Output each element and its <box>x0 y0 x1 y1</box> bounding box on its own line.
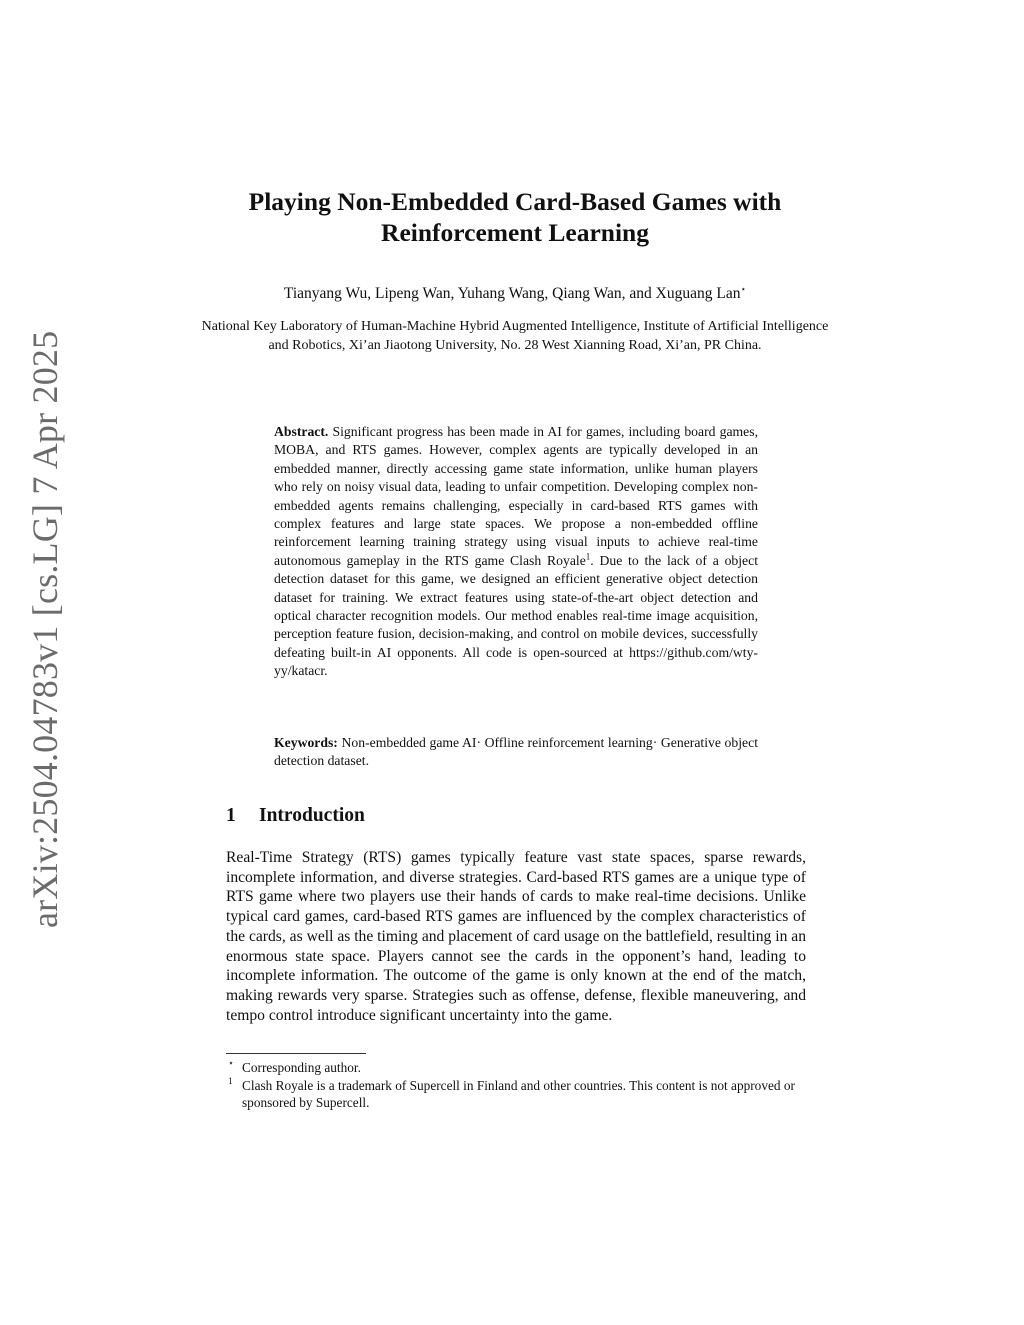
author-names: Tianyang Wu, Lipeng Wan, Yuhang Wang, Qiang Wan, and Xuguang Lan <box>283 285 741 302</box>
footnote-mark: ⋆ <box>228 1059 234 1069</box>
corresponding-author-mark: ⋆ <box>740 283 747 294</box>
affiliation: National Key Laboratory of Human-Machine Hybrid Augmented Intelligence, Institute of Artificial Intelligence and Robotics, Xi’an Jiaotong University, No. 28 West Xianning Road, Xi’an, PR China. <box>201 319 829 353</box>
paper-title: Playing Non-Embedded Card-Based Games with Reinforcement Learning <box>248 187 782 247</box>
footnote-divider <box>226 1053 366 1054</box>
abstract-text-continued: . Due to the lack of a object detection dataset for this game, we designed an efficient generative object detection dataset for training. We extract features using state-of-the-art object detection and optical character recognition models. Our method enables real-time image acquisition, perception feature fusion, decision-making, and control on mobile devices, successfully defeating built-in AI opponents. All code is open-sourced at https://github.com/wty-yy/katacr. <box>274 552 759 679</box>
introduction-paragraph: Real-Time Strategy (RTS) games typically feature vast state spaces, sparse rewards, incomplete information, and diverse strategies. Card-based RTS games are a unique type of RTS game where two players use their hands of cards to make real-time decisions. Unlike typical card games, card-based RTS games are influenced by the complex characteristics of the cards, as well as the timing and placement of card usage on the battlefield, resulting in an enormous state space. Players cannot see the cards in the opponent’s hand, leading to incomplete information. The outcome of the game is only known at the end of the match, making rewards very sparse. Strategies such as offense, defense, flexible maneuvering, and tempo control introduce significant uncertainty into the game. <box>226 849 806 1024</box>
footnote-mark: 1 <box>228 1076 233 1087</box>
footnote-text: Clash Royale is a trademark of Supercell in Finland and other countries. This content is not approved or sponsored by Supercell. <box>242 1077 795 1110</box>
footnote-trademark <box>226 1077 806 1112</box>
section-number: 1 <box>226 805 236 826</box>
footnote-corresponding <box>226 1059 806 1077</box>
keywords <box>274 734 758 771</box>
footnotes <box>226 1059 806 1112</box>
keywords-text: Non-embedded game AI· Offline reinforcement learning· Generative object detection dataset. <box>274 735 759 769</box>
abstract <box>274 423 758 681</box>
arxiv-identifier: arXiv:2504.04783v1 [cs.LG] 7 Apr 2025 <box>25 330 65 928</box>
footnote-ref-1: 1 <box>585 551 591 562</box>
section-title: Introduction <box>259 805 365 826</box>
author-list <box>200 284 830 304</box>
footnote-text: Corresponding author. <box>242 1060 361 1075</box>
abstract-text: Significant progress has been made in AI for games, including board games, MOBA, and RTS games. However, complex agents are typically developed in an embedded manner, directly accessing game state information, unlike human players who rely on noisy visual data, leading to unfair competition. Developing complex non-embedded agents remains challenging, especially in card-based RTS games with complex features and large state spaces. We propose a non-embedded offline reinforcement learning training strategy using visual inputs to achieve real-time autonomous gameplay in the RTS game Clash Royale <box>274 424 759 568</box>
section-heading-introduction <box>226 804 365 828</box>
abstract-label: Abstract. <box>274 424 329 439</box>
keywords-label: Keywords: <box>274 735 338 750</box>
